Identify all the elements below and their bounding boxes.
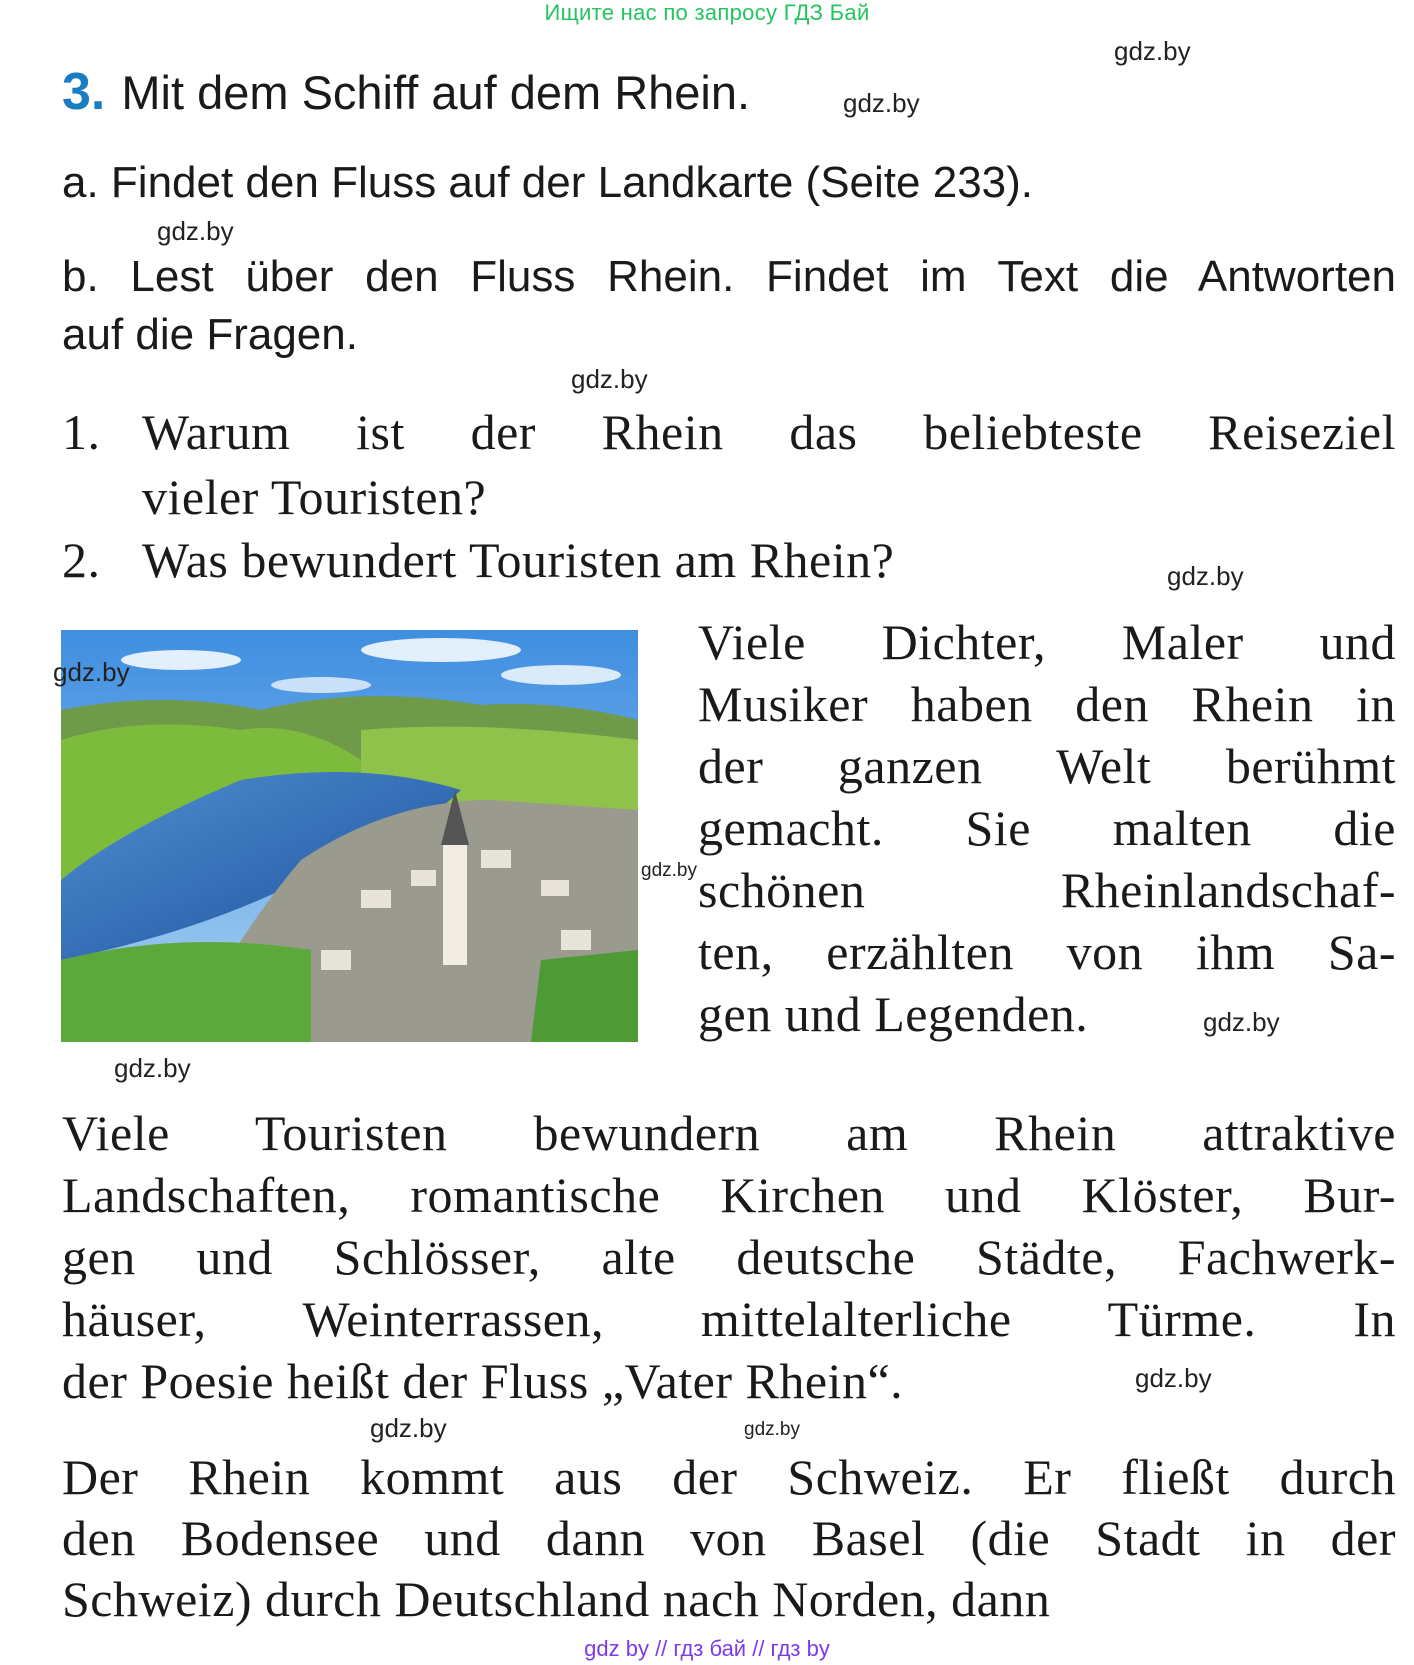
exercise-title-text: Mit dem Schiff auf dem Rhein. — [121, 66, 751, 119]
text-line: der ganzen Welt berühmt — [698, 738, 1396, 794]
watermark: gdz.by — [571, 364, 648, 394]
exercise-title — [62, 62, 750, 122]
question-line: Was bewundert Touristen am Rhein? — [142, 532, 895, 588]
watermark: gdz.by — [114, 1053, 191, 1083]
watermark: gdz.by — [1203, 1007, 1280, 1037]
text-line: schönen Rheinlandschaf- — [698, 862, 1396, 918]
question-number: 1. — [62, 404, 101, 460]
task-b-line: auf die Fragen. — [62, 310, 358, 359]
text-line: gemacht. Sie malten die — [698, 800, 1396, 856]
text-line: Der Rhein kommt aus der Schweiz. Er fließt durch — [62, 1449, 1396, 1505]
question-line: vieler Touristen? — [142, 469, 487, 525]
task-a: a. Findet den Fluss auf der Landkarte (Seite 233). — [62, 158, 1034, 207]
watermark: gdz.by — [157, 216, 234, 246]
text-line: Viele Touristen bewundern am Rhein attraktive — [62, 1105, 1396, 1161]
watermark: gdz.by — [744, 1419, 800, 1440]
exercise-number: 3. — [62, 63, 106, 121]
rhine-valley-photo — [61, 630, 638, 1042]
question-line: Warum ist der Rhein das beliebteste Reiseziel — [142, 404, 1396, 460]
footer-links: gdz by // гдз бай // гдз by — [584, 1636, 830, 1661]
text-line: Landschaften, romantische Kirchen und Klöster, Bur- — [62, 1167, 1396, 1223]
text-line: Schweiz) durch Deutschland nach Norden, dann — [62, 1571, 1051, 1627]
text-line: der Poesie heißt der Fluss „Vater Rhein“. — [62, 1353, 904, 1409]
search-hint: Ищите нас по запросу ГДЗ Бай — [544, 0, 870, 25]
watermark: gdz.by — [53, 657, 130, 687]
watermark: gdz.by — [1135, 1363, 1212, 1393]
text-line: den Bodensee und dann von Basel (die Stadt in der — [62, 1510, 1396, 1566]
watermark: gdz.by — [1167, 561, 1244, 591]
text-line: Viele Dichter, Maler und — [698, 614, 1396, 670]
watermark: gdz.by — [370, 1413, 447, 1443]
text-line: Musiker haben den Rhein in — [698, 676, 1396, 732]
text-line: gen und Legenden. — [698, 986, 1089, 1042]
watermark: gdz.by — [641, 860, 697, 881]
text-line: häuser, Weinterrassen, mittelalterliche Türme. In — [62, 1291, 1396, 1347]
text-line: ten, erzählten von ihm Sa- — [698, 924, 1396, 980]
text-line: gen und Schlösser, alte deutsche Städte, Fachwerk- — [62, 1229, 1396, 1285]
watermark: gdz.by — [1114, 36, 1191, 66]
task-b-line: b. Lest über den Fluss Rhein. Findet im Text die Antworten — [62, 252, 1396, 301]
question-number: 2. — [62, 532, 101, 588]
watermark: gdz.by — [843, 88, 920, 118]
